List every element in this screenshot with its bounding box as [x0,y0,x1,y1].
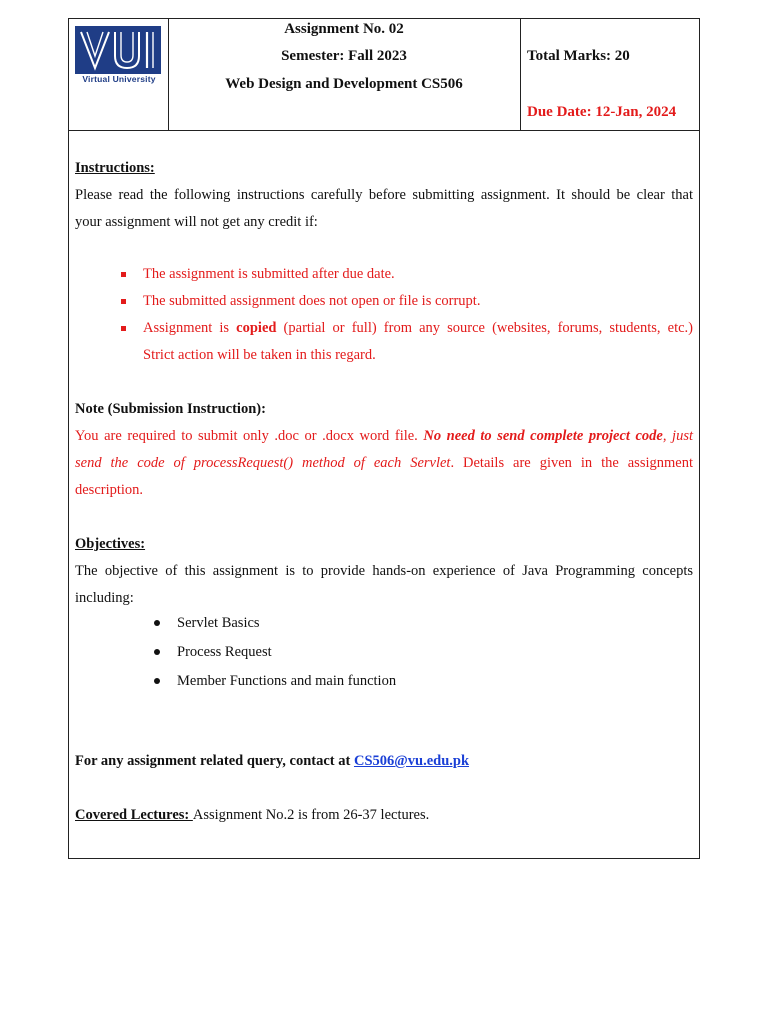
objectives-list [154,609,396,696]
list-item: Assignment is copied (partial or full) from any source (websites, forums, students, etc.) Strict action will be taken in this regard. [121,315,693,369]
due-date: Due Date: 12-Jan, 2024 [527,104,677,120]
list-item: The assignment is submitted after due date. [121,261,693,288]
instructions-intro-line2: your assignment will not get any credit if: [75,214,318,230]
instructions-intro-line1: Please read the following instructions carefully before submitting assignment. It should be clear that [75,187,693,203]
title-cell [168,19,521,130]
vu-logo [75,26,161,74]
lectures-label: Covered Lectures: [75,807,193,823]
marks-cell [521,19,699,130]
square-bullet-icon [121,272,126,277]
course-title: Web Design and Development CS506 [225,76,463,92]
round-bullet-icon [154,620,160,626]
list-item: Servlet Basics [154,609,396,638]
copied-emphasis: copied [236,320,277,336]
square-bullet-icon [121,299,126,304]
square-bullet-icon [121,326,126,331]
note-heading: Note (Submission Instruction): [75,401,266,417]
lectures-line [75,802,693,829]
note-section [75,396,693,504]
contact-text: For any assignment related query, contact at [75,753,354,769]
list-item: The submitted assignment does not open or file is corrupt. [121,288,693,315]
vu-logo-mark [75,26,161,74]
objectives-line2: including: [75,590,134,606]
list-item: Member Functions and main function [154,667,396,696]
lectures-text: Assignment No.2 is from 26-37 lectures. [192,807,430,823]
list-item: Process Request [154,638,396,667]
objectives-section [75,531,693,612]
objectives-heading: Objectives: [75,536,146,552]
round-bullet-icon [154,649,160,655]
logo-subtitle: Virtual University [82,74,156,84]
instructions-section [75,155,693,236]
contact-line [75,748,693,775]
semester: Semester: Fall 2023 [281,48,407,64]
round-bullet-icon [154,678,160,684]
instructions-heading: Instructions: [75,160,155,176]
note-line2: send the code of processRequest() method of each Servlet. Details are given in the assignment [75,455,693,471]
email-link[interactable]: CS506@vu.edu.pk [353,753,470,769]
assignment-number: Assignment No. 02 [284,21,404,37]
note-line1: You are required to submit only .doc or .docx word file. No need to send complete project code, just [75,428,694,444]
document-header [69,19,699,131]
instruction-list [121,261,693,369]
total-marks: Total Marks: 20 [527,48,630,64]
note-line3: description. [75,482,144,498]
assignment-document [68,18,700,859]
objectives-line1: The objective of this assignment is to provide hands-on experience of Java Programming concepts [75,563,693,579]
logo-cell [69,19,169,130]
